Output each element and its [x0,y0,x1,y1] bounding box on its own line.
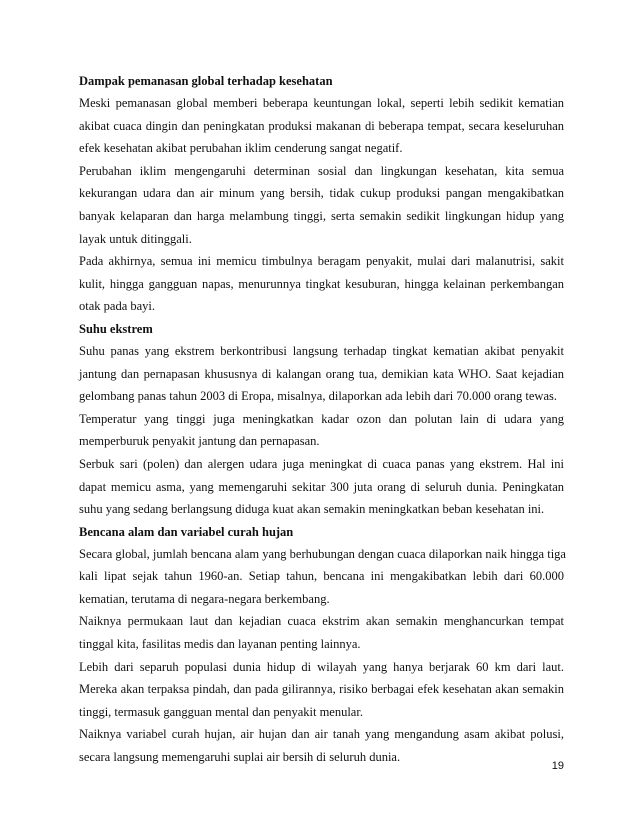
page-number: 19 [551,760,564,772]
text-line: tinggal kita, fasilitas medis dan layanan penting lainnya. [79,637,361,652]
text-line: kali lipat sejak tahun 1960-an. Setiap tahun, bencana ini mengakibatkan lebih dari 60.000 [79,569,564,584]
text-line: gelombang panas tahun 2003 di Eropa, misalnya, dilaporkan ada lebih dari 70.000 orang tewas. [79,389,557,404]
text-line: Meski pemanasan global memberi beberapa keuntungan lokal, seperti lebih sedikit kematian [79,96,564,110]
text-line: layak untuk ditinggali. [79,231,192,246]
text-line: Naiknya permukaan laut dan kejadian cuaca ekstrim akan semakin menghancurkan tempat [79,614,564,629]
paragraph [79,340,564,408]
section-heading: Bencana alam dan variabel curah hujan [79,524,294,539]
paragraph [79,656,564,724]
text-line: Mereka akan terpaksa pindah, dan pada gilirannya, risiko berbagai efek kesehatan akan semakin [79,682,564,697]
text-line: Secara global, jumlah bencana alam yang berhubungan dengan cuaca dilaporkan naik hingga tiga [79,546,566,561]
paragraph [79,610,564,655]
text-line: Pada akhirnya, semua ini memicu timbulnya beragam penyakit, mulai dari malanutrisi, sakit [79,254,564,269]
paragraph [79,92,564,160]
text-line: Temperatur yang tinggi juga meningkatkan kadar ozon dan polutan lain di udara yang [79,411,564,426]
paragraph [79,250,564,318]
text-line: memperburuk penyakit jantung dan pernapasan. [79,434,320,449]
text-line: Serbuk sari (polen) dan alergen udara juga meningkat di cuaca panas yang ekstrem. Hal ini [79,456,564,471]
text-line: kekurangan udara dan air minum yang bersih, tidak cukup produksi pangan mengakibatkan [79,186,564,201]
text-line: jantung dan pernapasan khususnya di kalangan orang tua, demikian kata WHO. Saat kejadian [79,366,564,381]
text-line: Suhu panas yang ekstrem berkontribusi langsung terhadap tingkat kematian akibat penyakit [79,343,564,358]
text-line: dapat memicu asma, yang memengaruhi sekitar 300 juta orang di seluruh dunia. Peningkatan [79,479,564,494]
paragraph [79,543,564,611]
section-heading: Suhu ekstrem [79,321,153,336]
text-line: Naiknya variabel curah hujan, air hujan dan air tanah yang mengandung asam akibat polusi, [79,727,564,742]
text-line: Perubahan iklim mengengaruhi determinan sosial dan lingkungan kesehatan, kita semua [79,163,564,178]
text-line: kematian, terutama di negara-negara berkembang. [79,591,330,606]
text-line: Lebih dari separuh populasi dunia hidup di wilayah yang hanya berjarak 60 km dari laut. [79,659,564,674]
text-line: secara langsung memengaruhi suplai air bersih di seluruh dunia. [79,750,401,765]
text-line: tinggi, termasuk gangguan mental dan penyakit menular. [79,704,363,719]
text-line: akibat cuaca dingin dan peningkatan produksi makanan di beberapa tempat, secara keseluruhan [79,118,564,133]
section-heading: Dampak pemanasan global terhadap kesehatan [79,74,333,88]
document-body [79,70,564,769]
text-line: otak pada bayi. [79,299,156,314]
text-line: banyak kelaparan dan harga melambung tinggi, serta semakin sedikit lingkungan hidup yang [79,208,564,223]
paragraph [79,723,564,768]
paragraph [79,453,564,521]
text-line: kulit, hingga gangguan napas, menurunnya tingkat kesuburan, hingga kelainan perkembangan [79,276,564,291]
text-line: suhu yang sedang berlangsung diduga kuat akan semakin meningkatkan beban kesehatan ini. [79,502,545,517]
paragraph [79,160,564,250]
paragraph [79,408,564,453]
text-line: efek kesehatan akibat perubahan iklim cenderung sangat negatif. [79,141,403,156]
